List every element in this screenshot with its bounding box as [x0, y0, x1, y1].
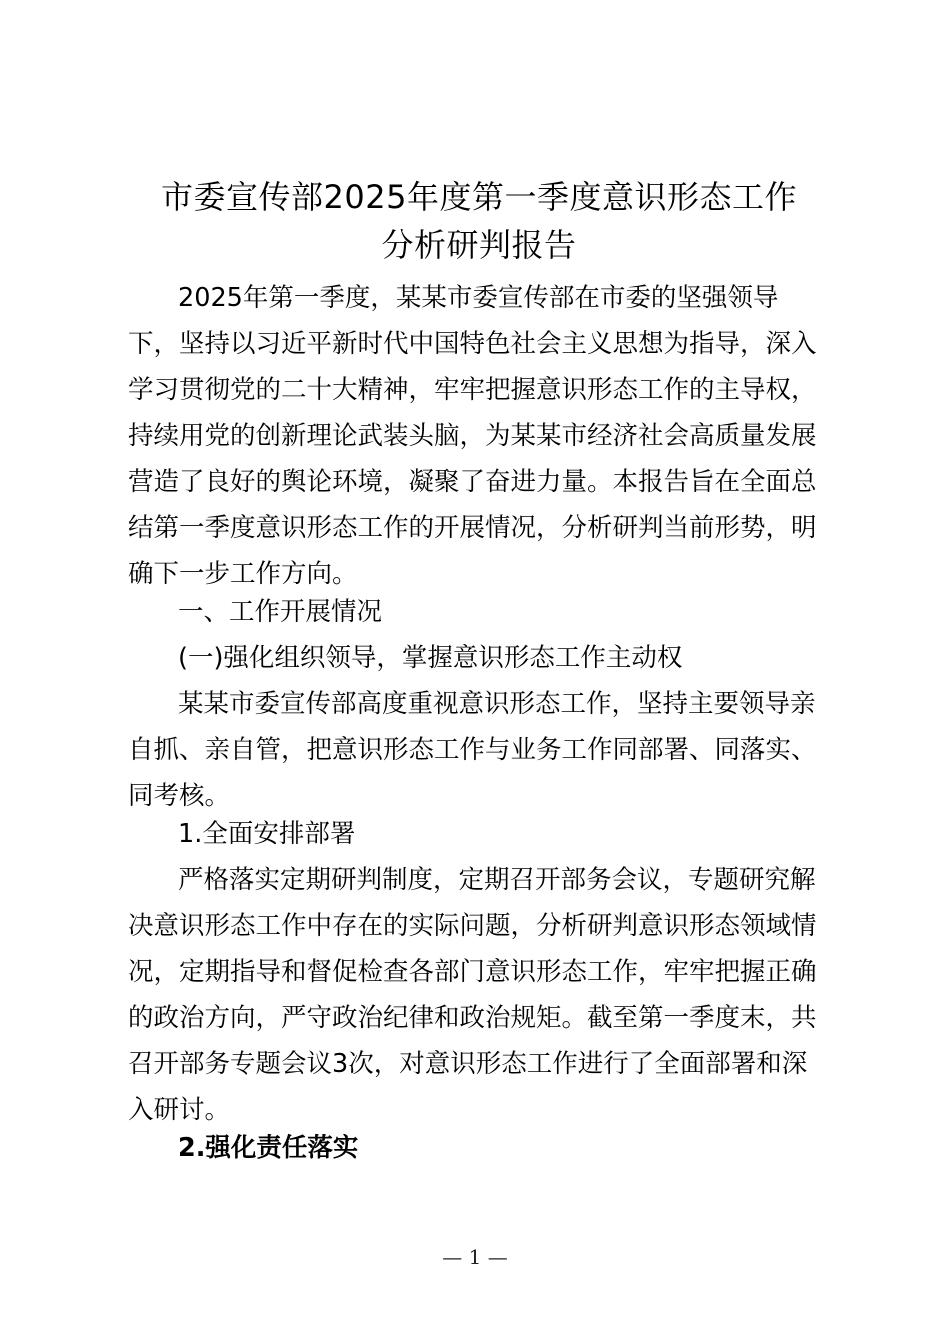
- intro-paragraph-line: 2025年第一季度，某某市委宣传部在市委的坚强领导: [178, 283, 779, 313]
- intro-paragraph-line: 持续用党的创新理论武装头脑，为某某市经济社会高质量发展: [128, 421, 817, 451]
- item-paragraph-line: 召开部务专题会议3次，对意识形态工作进行了全面部署和深: [128, 1049, 808, 1079]
- item-paragraph-line: 入研讨。: [128, 1095, 231, 1125]
- subsection-paragraph-line: 某某市委宣传部高度重视意识形态工作，坚持主要领导亲: [178, 689, 816, 719]
- item-paragraph-line: 决意识形态工作中存在的实际问题，分析研判意识形态领域情: [128, 911, 817, 941]
- document-title-line-1: 市委宣传部2025年度第一季度意识形态工作: [161, 178, 797, 216]
- intro-paragraph-line: 营造了良好的舆论环境，凝聚了奋进力量。本报告旨在全面总: [128, 467, 817, 497]
- intro-paragraph-line: 下，坚持以习近平新时代中国特色社会主义思想为指导，深入: [128, 329, 817, 359]
- item-paragraph-line: 况，定期指导和督促检查各部门意识形态工作，牢牢把握正确: [128, 957, 817, 987]
- item-heading: 1.全面安排部署: [178, 819, 356, 849]
- page-number: — 1 —: [442, 1245, 508, 1269]
- section-heading: 一、工作开展情况: [178, 597, 383, 627]
- item-paragraph-line: 的政治方向，严守政治纪律和政治规矩。截至第一季度末，共: [128, 1003, 817, 1033]
- subsection-paragraph-line: 自抓、亲自管，把意识形态工作与业务工作同部署、同落实、: [128, 735, 817, 765]
- subsection-paragraph-line: 同考核。: [128, 781, 231, 811]
- intro-paragraph-line: 确下一步工作方向。: [128, 559, 358, 589]
- item-paragraph-line: 严格落实定期研判制度，定期召开部务会议，专题研究解: [178, 865, 816, 895]
- intro-paragraph-line: 结第一季度意识形态工作的开展情况，分析研判当前形势，明: [128, 513, 817, 543]
- intro-paragraph-line: 学习贯彻党的二十大精神，牢牢把握意识形态工作的主导权，: [128, 375, 817, 405]
- subsection-heading: (一)强化组织领导，掌握意识形态工作主动权: [178, 643, 683, 673]
- item-heading-bold: 2.强化责任落实: [178, 1133, 359, 1163]
- document-title-line-2: 分析研判报告: [381, 226, 577, 264]
